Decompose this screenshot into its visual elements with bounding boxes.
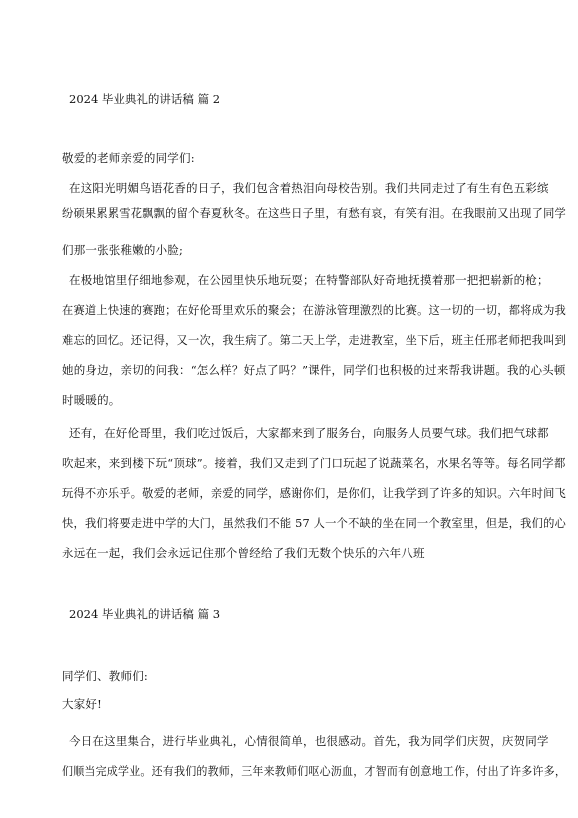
paragraph-line: 们那一张张稚嫩的小脸; (62, 243, 184, 257)
paragraph-line: 快，我们将要走进中学的大门，虽然我们不能 57 人一个不缺的坐在同一个教室里，但是，我们的心 (62, 516, 567, 530)
paragraph-line: 她的身边，亲切的问我：“怎么样？好点了吗？”课件，同学们也积极的过来帮我讲题。我的心头顿 (62, 363, 566, 377)
paragraph-line: 永远在一起，我们会永远记住那个曾经给了我们无数个快乐的六年八班 (62, 546, 425, 560)
paragraph-line: 还有，在好伦哥里，我们吃过饭后，大家都来到了服务台，向服务人员要气球。我们把气球都 (69, 426, 549, 440)
paragraph-line: 吹起来，来到楼下玩“顶球”。接着，我们又走到了门口玩起了说蔬菜名，水果名等等。每名同学都 (62, 456, 566, 470)
salutation: 敬爱的老师亲爱的同学们: (62, 151, 195, 165)
paragraph-line: 玩得不亦乐乎。敬爱的老师，亲爱的同学，感谢你们，是你们，让我学到了许多的知识。六年时间飞 (62, 486, 566, 500)
paragraph-line: 们顺当完成学业。还有我们的教师，三年来教师们呕心沥血，才智而有创意地工作，付出了许多许多， (62, 764, 567, 778)
paragraph-line: 大家好! (62, 697, 102, 711)
paragraph-line: 在这阳光明媚鸟语花香的日子，我们包含着热泪向母校告别。我们共同走过了有生有色五彩缤 (69, 181, 549, 195)
paragraph-line: 难忘的回忆。还记得，又一次，我生病了。第二天上学，走进教室，坐下后，班主任邢老师把我叫到 (62, 333, 566, 347)
section-heading: 2024 毕业典礼的讲话稿 篇 3 (69, 607, 221, 621)
salutation: 同学们、教师们: (62, 669, 148, 683)
paragraph-line: 在极地馆里仔细地参观，在公园里快乐地玩耍；在特警部队好奇地抚摸着那一把把崭新的枪； (69, 273, 549, 287)
paragraph-line: 在赛道上快速的赛跑；在好伦哥里欢乐的聚会；在游泳管理激烈的比赛。这一切的一切，都将成为我 (62, 303, 566, 317)
paragraph-line: 时暖暖的。 (62, 393, 121, 407)
paragraph-line: 今日在这里集合，进行毕业典礼，心情很简单，也很感动。首先，我为同学们庆贺，庆贺同学 (69, 734, 549, 748)
section-heading: 2024 毕业典礼的讲话稿 篇 2 (69, 92, 221, 106)
paragraph-line: 纷硕果累累雪花飘飘的留个春夏秋冬。在这些日子里，有愁有哀，有笑有泪。在我眼前又出现了同学 (62, 206, 566, 220)
